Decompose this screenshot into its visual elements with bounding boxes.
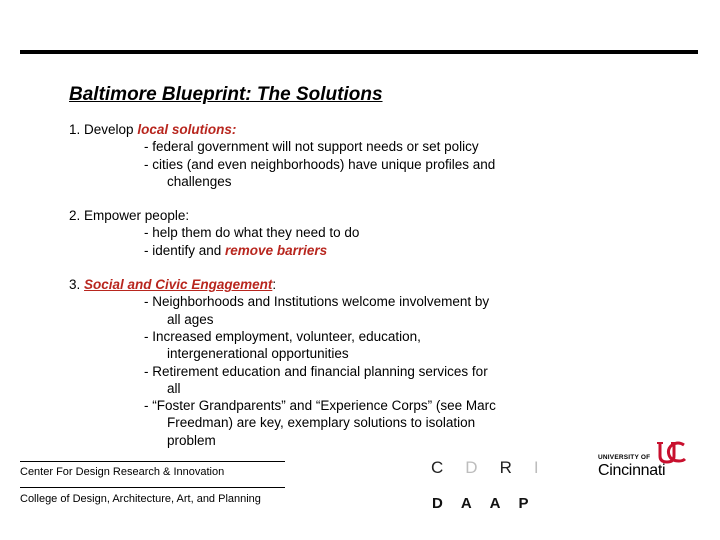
bullet-line: - Retirement education and financial planning services for: [144, 363, 488, 379]
cdri-letter: I: [533, 458, 561, 477]
section-tail: :: [272, 277, 277, 293]
bullet-line: - help them do what they need to do: [144, 225, 360, 241]
bullet-line: [69, 242, 589, 259]
bullet-continuation: problem: [167, 432, 216, 448]
university-of-label: UNIVERSITY OF: [598, 454, 651, 461]
top-rule: [20, 50, 698, 54]
section-number: 3.: [69, 277, 81, 293]
college-name: College of Design, Architecture, Art, and Planning: [20, 493, 261, 505]
cdri-letter: D: [465, 458, 500, 477]
bullet-line: - Increased employment, volunteer, education,: [144, 328, 421, 344]
bullet-line: - “Foster Grandparents” and “Experience Corps” (see Marc: [144, 398, 496, 414]
footer-rule-top: [20, 461, 285, 462]
bullet-continuation: Freedman) are key, exemplary solutions to isolation: [167, 415, 476, 431]
center-name: Center For Design Research & Innovation: [20, 466, 225, 478]
cdri-wordmark: [431, 458, 561, 478]
section-1: [69, 121, 589, 190]
section-2: [69, 207, 589, 259]
section-accent: Social and Civic Engagement: [84, 277, 273, 293]
section-number: 2.: [69, 208, 81, 224]
slide-content: [69, 121, 589, 466]
bullet-continuation: challenges: [167, 173, 232, 189]
uc-logo: [598, 440, 698, 486]
section-number: 1.: [69, 122, 81, 137]
bullet-line: - federal government will not support needs or set policy: [144, 139, 479, 155]
bullet-continuation: intergenerational opportunities: [167, 346, 349, 362]
section-accent: remove barriers: [225, 242, 328, 258]
bullet-continuation: all ages: [167, 311, 214, 327]
uc-monogram-icon: [650, 440, 688, 464]
section-heading: [69, 276, 589, 293]
footer-rule-bottom: [20, 487, 285, 488]
section-heading: [69, 121, 589, 138]
section-accent: local solutions:: [137, 122, 237, 137]
section-lead: Develop: [84, 122, 138, 137]
bullet-continuation: all: [167, 380, 181, 396]
daap-wordmark: DAAP: [432, 495, 547, 512]
cdri-letter: R: [499, 458, 534, 477]
section-heading: [69, 207, 589, 224]
section-3: [69, 276, 589, 449]
cincinnati-label: Cincinnati: [598, 462, 666, 479]
cdri-letter: C: [431, 458, 466, 477]
bullet-line: - cities (and even neighborhoods) have unique profiles and: [144, 156, 496, 172]
slide-title: Baltimore Blueprint: The Solutions: [69, 84, 383, 105]
bullet-prefix: - identify and: [144, 242, 226, 258]
bullet-line: - Neighborhoods and Institutions welcome involvement by: [144, 294, 490, 310]
section-lead: Empower people:: [84, 208, 190, 224]
